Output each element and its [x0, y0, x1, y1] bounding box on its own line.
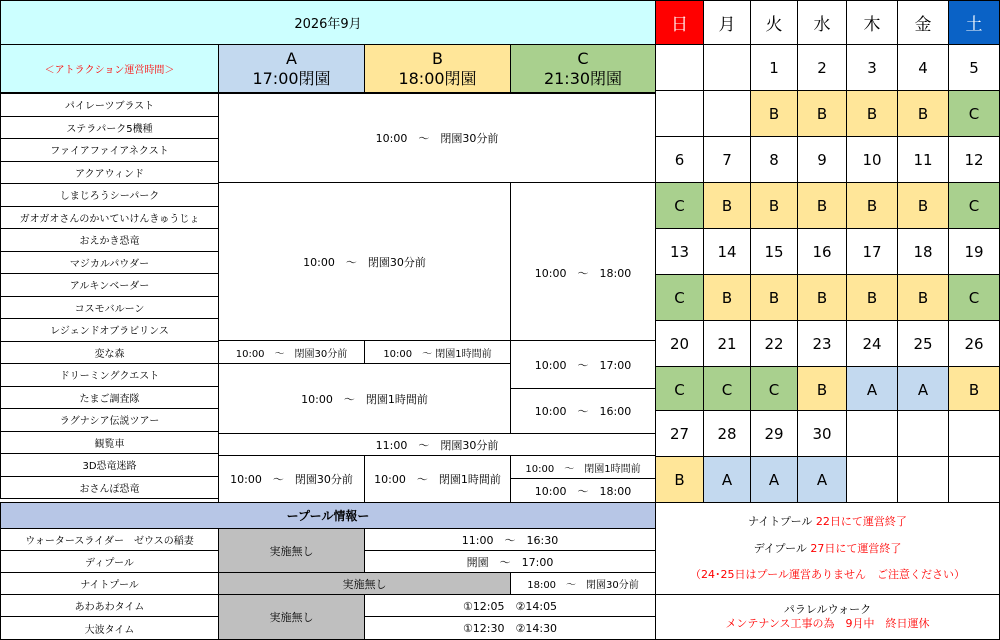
- time-group-4-c1: 10:00 ～ 閉園1時間前: [510, 455, 656, 479]
- calendar-day-number: [846, 410, 898, 457]
- attraction-name: ステラパーク5機種: [0, 116, 219, 140]
- calendar-day-pattern: A: [846, 366, 898, 413]
- day-pool-end: 27日にて運営終了: [810, 541, 902, 555]
- calendar-day-number: [897, 410, 949, 457]
- attraction-name: 変な森: [0, 341, 219, 365]
- calendar-day-pattern: B: [703, 182, 751, 229]
- calendar-day-number: 7: [703, 136, 751, 183]
- calendar-day-number: 12: [948, 136, 1000, 183]
- night-pool-notice: [748, 515, 907, 529]
- calendar-day-pattern: B: [750, 182, 798, 229]
- time-hen-b: 10:00 ～ 閉園1時間前: [364, 340, 511, 364]
- calendar-day-number: 13: [655, 228, 704, 275]
- calendar-day-number: 4: [897, 44, 949, 91]
- calendar-day-pattern: C: [750, 366, 798, 413]
- time-group-3-c1: 10:00 ～ 17:00: [510, 340, 656, 389]
- day-pool-label: デイプール: [753, 541, 807, 555]
- weekday-header: 金: [897, 0, 949, 45]
- weekday-header: 土: [948, 0, 1000, 45]
- hours-label: ＜アトラクション運営時間＞: [0, 44, 219, 93]
- pool-closed-2: 実施無し: [218, 594, 365, 640]
- night-pool-end: 22日にて運営終了: [815, 515, 907, 529]
- calendar-day-pattern: C: [948, 182, 1000, 229]
- calendar-day-number: 26: [948, 320, 1000, 367]
- pool-section-title: ープール情報ー: [0, 502, 656, 529]
- calendar-day-pattern: A: [797, 456, 847, 503]
- calendar-day-pattern: A: [703, 456, 751, 503]
- calendar-day-number: 8: [750, 136, 798, 183]
- weekday-header: 木: [846, 0, 898, 45]
- calendar-day-number: 10: [846, 136, 898, 183]
- calendar-day-number: 15: [750, 228, 798, 275]
- pool-warning: （24･25日はプール運営ありません ご注意ください）: [690, 567, 965, 581]
- calendar-day-pattern: B: [703, 274, 751, 321]
- pool-time-night: 18:00 ～ 閉園30分前: [510, 572, 656, 595]
- calendar-day-pattern: C: [655, 366, 704, 413]
- pattern-a-close: 17:00閉園: [252, 68, 331, 88]
- calendar-day-pattern: C: [703, 366, 751, 413]
- calendar-day-pattern: A: [750, 456, 798, 503]
- pattern-b-header: [364, 44, 511, 93]
- attraction-name: アルキンベーダー: [0, 273, 219, 297]
- calendar-day-pattern: [897, 456, 949, 503]
- time-group-2-ab: 10:00 ～ 閉園30分前: [218, 182, 511, 341]
- calendar-day-pattern: B: [846, 182, 898, 229]
- attraction-name: レジェンドオブラビリンス: [0, 318, 219, 342]
- calendar-day-number: 5: [948, 44, 1000, 91]
- parallel-walk-note: メンテナンス工事の為 9月中 終日運休: [725, 617, 930, 630]
- calendar-day-pattern: [846, 456, 898, 503]
- calendar-day-pattern: B: [897, 274, 949, 321]
- time-group-1: 10:00 ～ 閉園30分前: [218, 93, 656, 183]
- night-pool-label: ナイトプール: [748, 515, 813, 529]
- time-group-4-c2: 10:00 ～ 18:00: [510, 478, 656, 503]
- calendar-day-number: 9: [797, 136, 847, 183]
- attraction-name: おえかき恐竜: [0, 228, 219, 252]
- calendar-day-pattern: [948, 456, 1000, 503]
- attraction-name: ラグナシア伝説ツアー: [0, 408, 219, 432]
- time-group-4-a: 10:00 ～ 閉園30分前: [218, 455, 365, 503]
- calendar-day-pattern: C: [948, 90, 1000, 137]
- pattern-c-code: C: [577, 48, 589, 68]
- weekday-header: 日: [655, 0, 704, 45]
- time-kanran: 11:00 ～ 閉園30分前: [218, 433, 656, 456]
- month-title: 2026年9月: [0, 0, 656, 45]
- attraction-name: コスモバルーン: [0, 296, 219, 320]
- attraction-name: パイレーツブラスト: [0, 93, 219, 117]
- parallel-walk-title: パラレルウォーク: [783, 603, 872, 617]
- parallel-walk-notice: [655, 594, 1000, 640]
- attraction-name: 観覧車: [0, 431, 219, 455]
- calendar-day-pattern: A: [897, 366, 949, 413]
- calendar-day-pattern: C: [655, 182, 704, 229]
- calendar-day-pattern: B: [750, 274, 798, 321]
- calendar-day-number: 6: [655, 136, 704, 183]
- attraction-name: ドリーミングクエスト: [0, 363, 219, 387]
- calendar-day-number: 23: [797, 320, 847, 367]
- attraction-name: しまじろうシーパーク: [0, 183, 219, 207]
- weekday-header: 月: [703, 0, 751, 45]
- calendar-day-pattern: B: [846, 274, 898, 321]
- calendar-day-pattern: B: [797, 366, 847, 413]
- calendar-day-number: 2: [797, 44, 847, 91]
- calendar-day-number: 16: [797, 228, 847, 275]
- calendar-day-number: 14: [703, 228, 751, 275]
- calendar-day-number: [655, 44, 704, 91]
- calendar-day-number: 3: [846, 44, 898, 91]
- attraction-name: おさんぽ恐竜: [0, 476, 219, 500]
- attraction-name: ファイアファイアネクスト: [0, 138, 219, 162]
- attraction-name: ガオガオさんのかいていけんきゅうじょ: [0, 206, 219, 230]
- attraction-name: マジカルパウダー: [0, 251, 219, 275]
- calendar-day-pattern: B: [655, 456, 704, 503]
- pattern-b-code: B: [432, 48, 443, 68]
- day-pool-notice: [754, 542, 902, 556]
- time-group-3-ab: 10:00 ～ 閉園1時間前: [218, 363, 511, 434]
- pool-closed-night: 実施無し: [218, 572, 511, 595]
- attraction-name: 3D恐竜迷路: [0, 453, 219, 477]
- weekday-header: 火: [750, 0, 798, 45]
- calendar-day-number: 25: [897, 320, 949, 367]
- calendar-day-number: 1: [750, 44, 798, 91]
- calendar-day-number: 17: [846, 228, 898, 275]
- pool-time-awaawa: ①12:05 ②14:05: [364, 594, 656, 617]
- pool-name-day: ディプール: [0, 550, 219, 573]
- calendar-day-pattern: [703, 90, 751, 137]
- calendar-day-number: 22: [750, 320, 798, 367]
- pattern-a-header: [218, 44, 365, 93]
- pattern-c-header: [510, 44, 656, 93]
- calendar-day-number: 11: [897, 136, 949, 183]
- pool-name-awaawa: あわあわタイム: [0, 594, 219, 617]
- calendar-day-pattern: B: [797, 90, 847, 137]
- calendar-day-pattern: B: [846, 90, 898, 137]
- time-hen-a: 10:00 ～ 閉園30分前: [218, 340, 365, 364]
- calendar-day-pattern: B: [797, 182, 847, 229]
- pool-name-slider: ウォータースライダー ゼウスの稲妻: [0, 528, 219, 551]
- calendar-day-number: 24: [846, 320, 898, 367]
- pattern-b-close: 18:00閉園: [398, 68, 477, 88]
- calendar-day-number: 21: [703, 320, 751, 367]
- calendar-day-pattern: C: [948, 274, 1000, 321]
- calendar-day-number: 20: [655, 320, 704, 367]
- calendar-day-number: 29: [750, 410, 798, 457]
- pool-time-onami: ①12:30 ②14:30: [364, 616, 656, 640]
- attraction-name: たまご調査隊: [0, 386, 219, 410]
- calendar-day-pattern: C: [655, 274, 704, 321]
- calendar-day-pattern: [655, 90, 704, 137]
- calendar-day-pattern: B: [897, 90, 949, 137]
- calendar-day-number: 18: [897, 228, 949, 275]
- pool-time-slider: 11:00 ～ 16:30: [364, 528, 656, 551]
- time-group-3-c2: 10:00 ～ 16:00: [510, 388, 656, 434]
- time-group-2-c: 10:00 ～ 18:00: [510, 182, 656, 364]
- calendar-day-number: 28: [703, 410, 751, 457]
- pool-notice-box: [655, 502, 1000, 595]
- pool-name-onami: 大波タイム: [0, 616, 219, 640]
- calendar-day-pattern: B: [897, 182, 949, 229]
- pool-time-day: 開園 ～ 17:00: [364, 550, 656, 573]
- pool-name-night: ナイトプール: [0, 572, 219, 595]
- calendar-day-pattern: B: [797, 274, 847, 321]
- calendar-day-number: [703, 44, 751, 91]
- calendar-day-number: 19: [948, 228, 1000, 275]
- time-group-4-b: 10:00 ～ 閉園1時間前: [364, 455, 511, 503]
- calendar-day-pattern: B: [948, 366, 1000, 413]
- calendar-day-pattern: B: [750, 90, 798, 137]
- pattern-a-code: A: [286, 48, 297, 68]
- calendar-day-number: 30: [797, 410, 847, 457]
- pool-closed-1: 実施無し: [218, 528, 365, 573]
- calendar-day-number: [948, 410, 1000, 457]
- pattern-c-close: 21:30閉園: [543, 68, 623, 88]
- weekday-header: 水: [797, 0, 847, 45]
- calendar-day-number: 27: [655, 410, 704, 457]
- attraction-name: アクアウィンド: [0, 161, 219, 185]
